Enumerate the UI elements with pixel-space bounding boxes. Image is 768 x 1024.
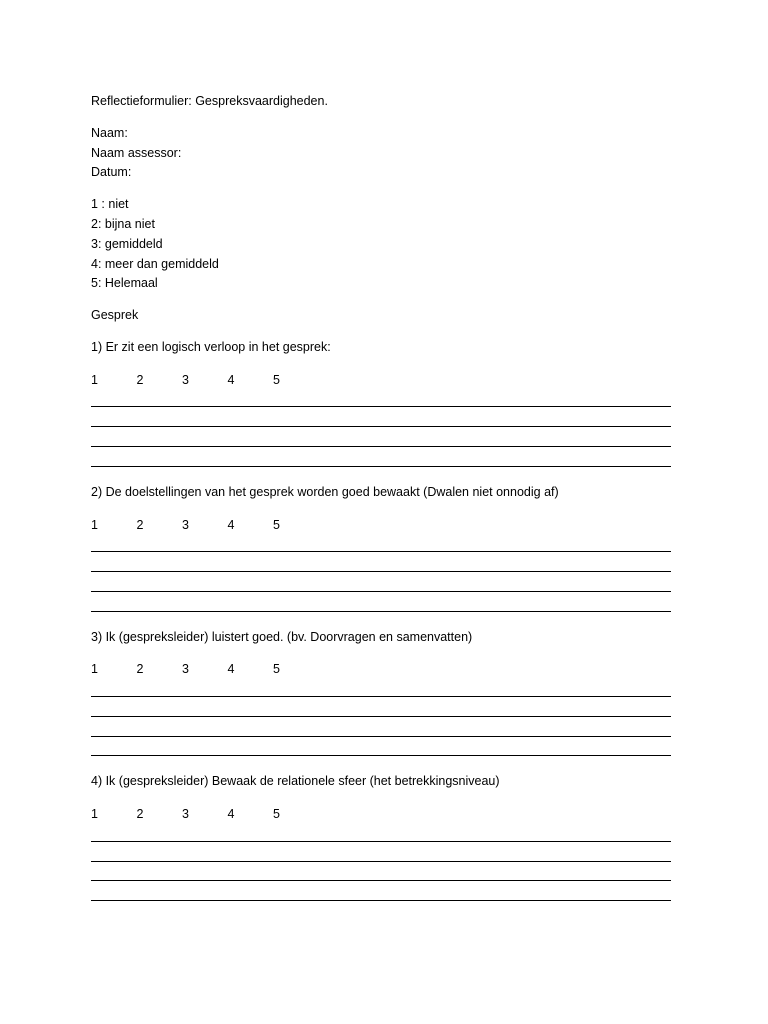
rating-option[interactable]: 5 [273, 807, 280, 822]
rating-option[interactable]: 5 [273, 517, 280, 532]
form-title: Reflectieformulier: Gespreksvaardigheden. [91, 94, 328, 108]
answer-line[interactable] [91, 884, 671, 904]
rating-option[interactable]: 5 [273, 662, 280, 677]
rating-option[interactable]: 4 [227, 662, 235, 677]
spacer [91, 112, 671, 124]
rating-option[interactable]: 4 [227, 372, 235, 387]
legend-item-3: 3: gemiddeld [91, 236, 163, 251]
spacer [91, 647, 671, 660]
legend-item-5: 5: Helemaal [91, 276, 158, 291]
legend-item-2: 2: bijna niet [91, 216, 155, 231]
answer-line[interactable] [91, 535, 671, 555]
rating-option[interactable]: 3 [182, 662, 189, 677]
rating-option[interactable]: 1 [91, 517, 98, 532]
answer-line[interactable] [91, 825, 671, 845]
rating-scale-4[interactable] [91, 805, 671, 825]
question-2: 2) De doelstellingen van het gesprek worden goed bewaakt (Dwalen niet onnodig af) [91, 484, 559, 499]
rating-option[interactable]: 2 [136, 807, 144, 822]
assessor-field-label: Naam assessor: [91, 145, 182, 160]
spacer [91, 358, 671, 371]
rating-option[interactable]: 3 [182, 807, 189, 822]
question-3: 3) Ik (gespreksleider) luistert goed. (bv. Doorvragen en samenvatten) [91, 629, 473, 644]
spacer [91, 183, 671, 195]
answer-line[interactable] [91, 555, 671, 575]
rating-option[interactable]: 2 [136, 517, 144, 532]
section-title: Gesprek [91, 308, 139, 323]
rating-option[interactable]: 4 [227, 517, 235, 532]
spacer [91, 503, 671, 516]
answer-line[interactable] [91, 595, 671, 615]
date-field-label: Datum: [91, 165, 132, 180]
rating-option[interactable]: 2 [136, 372, 144, 387]
spacer [91, 615, 671, 628]
legend-item-1: 1 : niet [91, 197, 129, 212]
answer-line[interactable] [91, 845, 671, 865]
rating-option[interactable]: 4 [227, 807, 235, 822]
rating-option[interactable]: 3 [182, 372, 189, 387]
rating-option[interactable]: 1 [91, 807, 98, 822]
answer-line[interactable] [91, 700, 671, 720]
rating-scale-2[interactable] [91, 516, 671, 536]
answer-line[interactable] [91, 575, 671, 595]
rating-scale-1[interactable] [91, 371, 671, 391]
reflection-form [91, 92, 671, 904]
answer-line[interactable] [91, 391, 671, 411]
answer-line[interactable] [91, 865, 671, 885]
spacer [91, 792, 671, 805]
rating-option[interactable]: 1 [91, 662, 98, 677]
answer-line[interactable] [91, 680, 671, 700]
legend-item-4: 4: meer dan gemiddeld [91, 256, 219, 271]
rating-option[interactable]: 3 [182, 517, 189, 532]
rating-option[interactable]: 5 [273, 372, 280, 387]
spacer [91, 326, 671, 338]
question-4: 4) Ik (gespreksleider) Bewaak de relationele sfeer (het betrekkingsniveau) [91, 774, 500, 789]
question-1: 1) Er zit een logisch verloop in het gesprek: [91, 339, 331, 354]
rating-option[interactable]: 1 [91, 372, 98, 387]
rating-option[interactable]: 2 [136, 662, 144, 677]
spacer [91, 294, 671, 306]
answer-line[interactable] [91, 450, 671, 470]
answer-line[interactable] [91, 430, 671, 450]
spacer [91, 470, 671, 483]
answer-line[interactable] [91, 720, 671, 740]
spacer [91, 759, 671, 772]
name-field-label: Naam: [91, 125, 128, 140]
rating-scale-3[interactable] [91, 660, 671, 680]
answer-line[interactable] [91, 410, 671, 430]
answer-line[interactable] [91, 740, 671, 760]
